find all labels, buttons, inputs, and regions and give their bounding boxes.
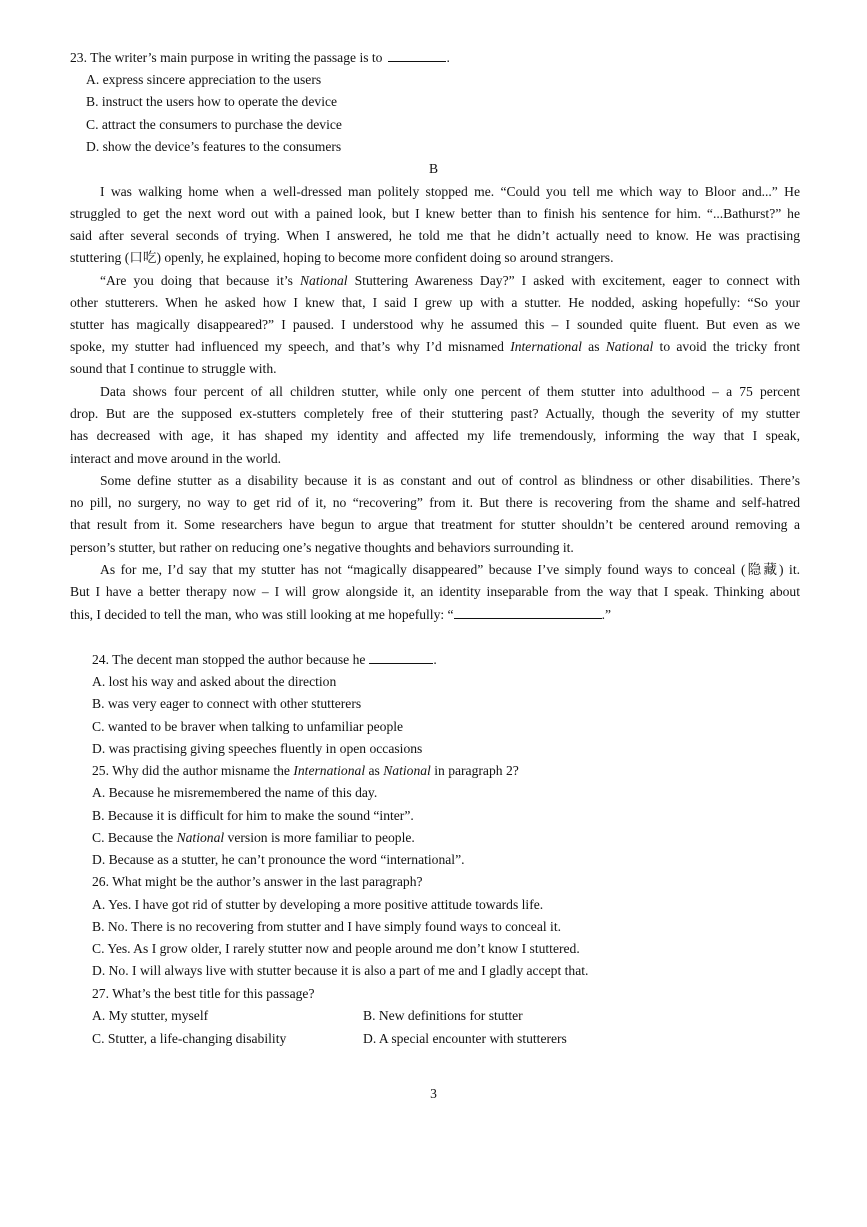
question-23-stem	[70, 48, 450, 68]
question-stem-text: 23. The writer’s main purpose in writing the passage is to	[70, 50, 383, 65]
question-27-option-b: B. New definitions for stutter	[363, 1008, 523, 1023]
text-run: 25. Why did the author misname the	[92, 763, 294, 778]
question-23-option-b: B. instruct the users how to operate the device	[86, 94, 338, 109]
question-stem-end: .	[433, 652, 437, 667]
question-26-option-d: D. No. I will always live with stutter because it is also a part of me and I gladly accept that.	[92, 963, 589, 978]
emphasis-national: National	[176, 830, 225, 845]
passage-p3-line-2: drop. But are the supposed ex-stutters completely free of their stuttering past? Actually, though the severity of my stutter	[70, 406, 800, 421]
question-24-option-c: C. wanted to be braver when talking to unfamiliar people	[92, 719, 404, 734]
passage-p5-line-3	[70, 605, 611, 625]
text-run: version is more familiar to people.	[224, 830, 415, 845]
question-25-option-a: A. Because he misremembered the name of this day.	[92, 785, 378, 800]
passage-p2-line-2: other stutterers. When he asked how I knew that, I said I grew up with a stutter. He nodded, asking hopefully: “So your	[70, 295, 800, 310]
question-24-option-a: A. lost his way and asked about the direction	[92, 674, 337, 689]
passage-p4-line-2: no pill, no surgery, no way to get rid of it, no “recovering” from it. But there is recovering from the shame and self-hatred	[70, 495, 800, 510]
passage-p3-line-4: interact and move around in the world.	[70, 451, 282, 466]
question-23-option-d: D. show the device’s features to the consumers	[86, 139, 342, 154]
question-26-option-c: C. Yes. As I grow older, I rarely stutter now and people around me don’t know I stuttered.	[92, 941, 580, 956]
question-27-option-a: A. My stutter, myself	[92, 1008, 209, 1023]
passage-p3-line-3: has decreased with age, it has shaped my identity and affected my life tremendously, informing the way that I speak,	[70, 428, 800, 443]
question-25-option-b: B. Because it is difficult for him to make the sound “inter”.	[92, 808, 414, 823]
text-run: as	[581, 339, 606, 354]
text-run: Stuttering Awareness Day?” I asked with excitement, eager to connect with	[347, 273, 800, 288]
passage-p4-line-4: person’s stutter, but rather on reducing one’s negative thoughts and behaviors surrounding it.	[70, 540, 574, 555]
question-27-option-d: D. A special encounter with stutterers	[363, 1031, 567, 1046]
question-24-option-b: B. was very eager to connect with other stutterers	[92, 696, 362, 711]
text-run: .”	[601, 607, 612, 622]
passage-p1-line-2: struggled to get the next word out with a pained look, but I knew better than to finish his sentence for him. “...Bathurst?” he	[70, 206, 800, 221]
passage-p2-line-5: sound that I continue to struggle with.	[70, 361, 277, 376]
passage-p2-line-3: stutter has magically disappeared?” I paused. I understood why he assumed this – I sounded quite fluent. But even as we	[70, 317, 800, 332]
question-26-option-b: B. No. There is no recovering from stutter and I have simply found ways to conceal it.	[92, 919, 561, 934]
question-27-option-c: C. Stutter, a life-changing disability	[92, 1031, 287, 1046]
passage-p1-line-1: I was walking home when a well-dressed man politely stopped me. “Could you tell me which way to Bloor and...” He	[100, 184, 800, 199]
question-25-option-c	[92, 828, 415, 848]
passage-p4-line-1: Some define stutter as a disability because it is as constant and out of control as blindness or other disabilities. There’s	[100, 473, 800, 488]
passage-p3-line-1: Data shows four percent of all children stutter, while only one percent of them stutter into adulthood – a 75 percent	[100, 384, 800, 399]
passage-p2-line-1	[100, 271, 800, 291]
text-run: C. Because the	[92, 830, 177, 845]
answer-blank	[454, 617, 602, 619]
emphasis-national: National	[299, 273, 348, 288]
passage-p5-line-2: But I have a better therapy now – I will grow alongside it, an identity inseparable from the way that I speak. Thinking about	[70, 584, 800, 599]
passage-p4-line-3: that result from it. Some researchers have begun to argue that treatment for stutter shouldn’t be centered around removing a	[70, 517, 800, 532]
question-27-stem: 27. What’s the best title for this passage?	[92, 986, 315, 1001]
question-24-option-d: D. was practising giving speeches fluently in open occasions	[92, 741, 423, 756]
question-stem-end: .	[446, 50, 450, 65]
text-run: to avoid the tricky front	[653, 339, 800, 354]
question-26-stem: 26. What might be the author’s answer in the last paragraph?	[92, 874, 423, 889]
question-23-option-a: A. express sincere appreciation to the users	[86, 72, 322, 87]
passage-p2-line-4	[70, 337, 800, 357]
question-23-option-c: C. attract the consumers to purchase the device	[86, 117, 342, 132]
emphasis-national: National	[605, 339, 654, 354]
question-25-option-d: D. Because as a stutter, he can’t pronounce the word “international”.	[92, 852, 465, 867]
emphasis-international: International	[510, 339, 582, 354]
passage-p5-line-1: As for me, I’d say that my stutter has not “magically disappeared” because I’ve simply found ways to conceal (隐藏) it.	[100, 562, 800, 577]
text-run: this, I decided to tell the man, who was still looking at me hopefully: “	[70, 607, 454, 622]
text-run: “Are you doing that because it’s	[100, 273, 300, 288]
question-25-stem	[92, 761, 519, 781]
section-label: B	[428, 161, 439, 176]
question-stem-text: 24. The decent man stopped the author because he	[92, 652, 366, 667]
text-run: in paragraph 2?	[430, 763, 519, 778]
text-run: as	[365, 763, 384, 778]
answer-blank	[369, 662, 433, 664]
text-run: spoke, my stutter had influenced my speech, and that’s why I’d misnamed	[70, 339, 511, 354]
emphasis-international: International	[293, 763, 366, 778]
page-number: 3	[430, 1086, 437, 1101]
passage-p1-line-3: said after several seconds of trying. When I answered, he told me that he didn’t actually need to know. He was practising	[70, 228, 800, 243]
emphasis-national: National	[383, 763, 431, 778]
question-24-stem	[92, 650, 437, 670]
passage-p1-line-4: stuttering (口吃) openly, he explained, hoping to become more confident doing so around strangers.	[70, 250, 614, 265]
answer-blank	[388, 60, 446, 62]
question-26-option-a: A. Yes. I have got rid of stutter by developing a more positive attitude towards life.	[92, 897, 544, 912]
